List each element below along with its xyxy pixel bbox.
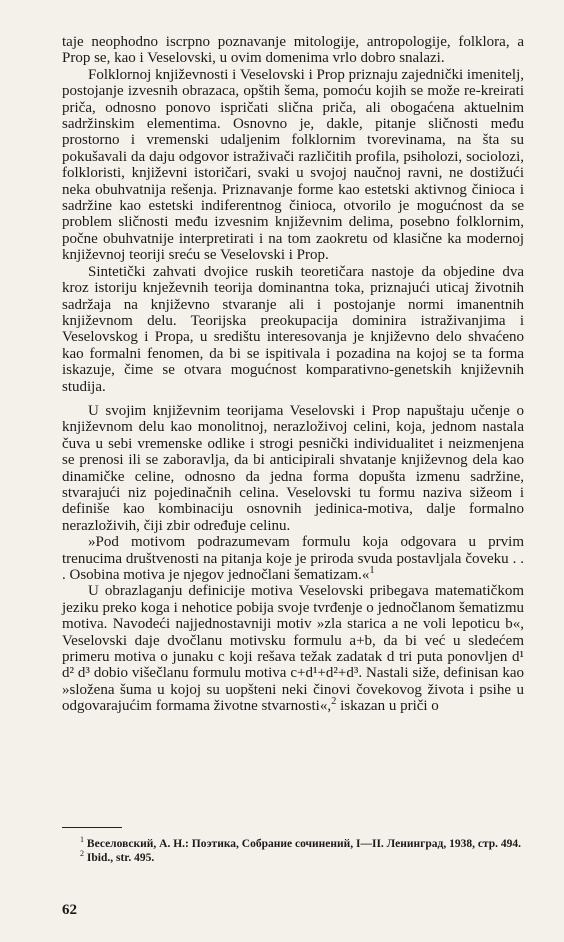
quote-text: »Pod motivom podrazumevam formulu koja odgovara u prvim trenucima društvenosti na pitanja koje je priroda svuda postavljala čoveku . . . Osobina motiva je njegov jednočlani šematizam.« [62,534,524,583]
formula-text-b: iskazan u priči o [336,698,439,715]
footnote-mark: 1 [80,835,85,845]
paragraph-theories: U svojim književnim teorijama Veselovski i Prop napuštaju učenje o književnom delu kao monolitnoj, nerazloživoj celini, koja, jednom nastala čuva u sebi vremenske odlike i strogi pesnički individualitet i neizmenjena se prenosi ili se zaboravlja, da bi anticipirali shvatanje književnog dela kao dinamičke celine, odnosno da jedna forma dopušta izmenu sadržine, stvarajući niz pojedinačnih celina. Veselovski tu formu naziva sižeom i definiše kao kombinaciju osnovnih jedinica-motiva, dalje formalno nerazloživih, čiji zbir određuje celinu. [62,402,524,534]
footnote [80,837,524,851]
formula-footnote-mark: 2 [331,696,337,708]
formula-text-a: U obrazlaganju definicije motiva Veselovski pribegava matematičkom jeziku preko koga i nehotice pobija svoje tvrđenje o jednočlanom šematizmu motiva. Navodeći najjednostavniji motiv »zla starica a ne voli lepoticu b«, Veselovski daje dvočlanu motivsku formulu a+b, da bi već u sledećem primeru motiva o junaku c koji rešava težak zadatak d tri puta ponovljen d¹ d² d³ dobio višečlanu formulu motiva c+d¹+d²+d³. Nastali siže, definisan kao »složena šuma u kojoj su uopšteni neki činovi čovekovog života i psihe u odgovarajućim formama životne stvarnosti«, [62,583,524,715]
body-text [62,34,524,715]
footnote-text: Ibid., str. 495. [86,852,155,864]
footnotes [80,837,524,865]
footnote [80,851,524,865]
paragraph-synthetic: Sintetički zahvati dvojice ruskih teoretičara nastoje da objedine dva kroz istoriju knježevnih teorija dominantna toka, priznajući uticaj životnih sadržaja na književno stvaranje ali i postojanje normi imanentnih književnom delu. Teorijska preokupacija dominira istraživanjima i Veselovskog i Propa, u središtu interesovanja je književno delo shvaćeno kao formalni fenomen, da bi se ispitivala i pozadina na kojoj se ta forma iskazuje, čime se otvara mogućnost komparativno-genetskih književnih studija. [62,263,524,395]
footnote-text: Веселовский, А. Н.: Поэтика, Собрание сочинений, I—II. Ленинград, 1938, стр. 494. [86,838,521,850]
paragraph-continued: taje neophodno iscrpno poznavanje mitologije, antropologije, folklora, a Prop se, kao i Veselovski, u ovim domenima vrlo dobro snalazi. [62,34,524,67]
paragraph-formula [62,583,524,714]
quote-footnote-mark: 1 [369,565,375,576]
footnote-mark: 2 [80,849,85,859]
block-quote [62,534,524,583]
footnote-divider [62,827,122,828]
paragraph-folklore: Folklornoj književnosti i Veselovski i Prop priznaju zajednički imenitelj, postojanje izvesnih obrazaca, opštih šema, pomoću kojih se može re-kreirati priča, odnosno ponovo ispričati slična priča, ali obogaćena aktuelnim sadržinskim elementima. Osnovno je, dakle, pitanje sličnosti među prostorno i vremenski udaljenim folklornim tvorevinama, na šta su pokušavali da daju odgovor istraživači različitih profila, psiholozi, sociolozi, folkloristi, književni istoričari, svaki u svojoj naučnoj ravni, ne dostižući neka obuhvatnija rešenja. Priznavanje forme kao estetski aktivnog činioca i sadržine kao estetski indiferentnog činioca, otvorilo je mogućnost da se problem sličnosti među izvesnim književnim delima, posebno folklornim, počne obuhvatnije interpretirati i na tom zaokretu od klasične ka modernoj književnoj teoriji sreću se Veselovski i Prop. [62,66,524,264]
page-number: 62 [62,902,77,918]
